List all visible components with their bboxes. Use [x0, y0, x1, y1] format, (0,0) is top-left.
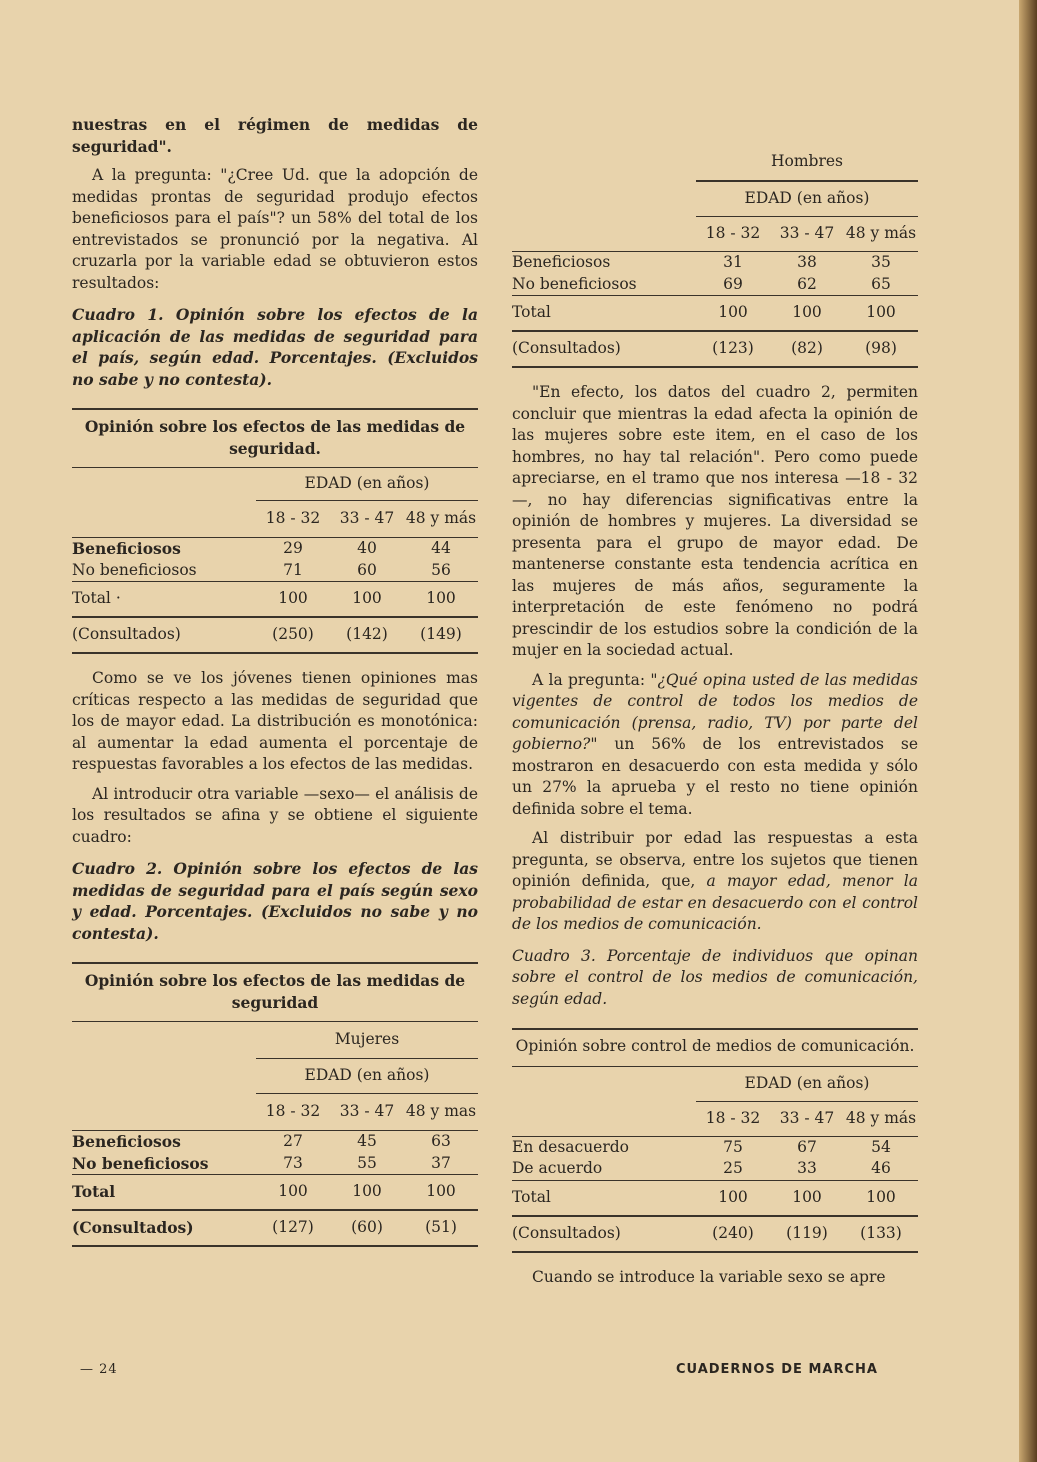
table-1 [72, 408, 478, 654]
paragraph: "En efecto, los datos del cuadro 2, permiten concluir que mientras la edad afecta la opinión de las mujeres sobre este item, en el caso de los hombres, no hay tal relación". Pero como puede apreciarse, en el tramo que nos interesa —18 - 32—, no hay diferencias significativas entre la opinión de hombres y mujeres. La diversidad se presenta para el grupo de mayor edad. De mantenerse constante esta tendencia acrítica en las mujeres de más años, seguramente la interpretación de este fenómeno no podrá prescindir de los estudios sobre la condición de la mujer en la sociedad actual. [512, 383, 918, 659]
paragraph: Como se ve los jóvenes tienen opiniones mas críticas respecto a las medidas de seguridad que los de mayor edad. La distribución es monotónica: al aumentar la edad aumenta el porcentaje de respuestas favorables a los efectos de las medidas. [72, 669, 478, 773]
col-header: 48 y más [844, 1101, 918, 1136]
edad-header: EDAD (en años) [696, 181, 918, 217]
edad-header: EDAD (en años) [744, 1073, 870, 1092]
col-header: 18 - 32 [256, 501, 330, 538]
col-header: 33 - 47 [330, 1094, 404, 1131]
paragraph: Al distribuir por edad las respuestas a esta pregunta, se observa, entre los sujetos que tienen opinión definida, que, a mayor edad, menor la probabilidad de estar en desacuerdo con el control de los medios de comunicación. [512, 829, 918, 933]
page-number: — 24 [80, 1362, 118, 1377]
table-caption: Cuadro 3. Porcentaje de individuos que opinan sobre el control de los medios de comunicación, según edad. [512, 946, 918, 1008]
col-header: 48 y más [404, 501, 478, 538]
consult-row: (Consultados) (127) (60) (51) [72, 1210, 478, 1246]
consult-row: (Consultados) (240) (119) (133) [512, 1216, 918, 1252]
consult-row: (Consultados) (250) (142) (149) [72, 617, 478, 653]
edad-header: EDAD (en años) [304, 474, 430, 493]
paragraph: Cuando se introduce la variable sexo se apre [532, 1267, 886, 1286]
table-row: Beneficiosos 29 40 44 [72, 538, 478, 560]
table-title: Opinión sobre los efectos de las medidas de seguridad. [84, 417, 466, 458]
consult-row: (Consultados) (123) (82) (98) [512, 331, 918, 367]
journal-name: CUADERNOS DE MARCHA [676, 1362, 878, 1377]
col-header: 48 y mas [404, 1094, 478, 1131]
table-title: Opinión sobre control de medios de comunicación. [515, 1037, 915, 1055]
col-header: 33 - 47 [330, 501, 404, 538]
paragraph: A la pregunta: "¿Cree Ud. que la adopción de medidas prontas de seguridad produjo efectos beneficiosos para el país"? un 58% del total de los entrevistados se pronunció por la negativa. Al cruzarla por la variable edad se obtuvieron estos resultados: [72, 166, 478, 292]
table-row: No beneficiosos 69 62 65 [512, 274, 891, 293]
table-row: En desacuerdo 75 67 54 [512, 1136, 918, 1158]
page-edge-shadow [1019, 0, 1037, 1462]
table-row: No beneficiosos 71 60 56 [72, 560, 451, 579]
table-2-hombres-full [512, 144, 918, 368]
table-2-mujeres [72, 962, 478, 1247]
col-header: 33 - 47 [770, 217, 844, 252]
table-row: De acuerdo 25 33 46 [512, 1159, 891, 1177]
total-row: Total 100 100 100 [512, 296, 918, 332]
table-row: No beneficiosos 73 55 37 [72, 1153, 451, 1173]
left-column [72, 114, 478, 1261]
table-title: Opinión sobre los efectos de las medidas de seguridad [84, 971, 466, 1012]
total-row: Total 100 100 100 [512, 1180, 918, 1216]
table-3 [512, 1028, 918, 1253]
table-row: Beneficiosos 27 45 63 [72, 1131, 478, 1153]
col-header: 18 - 32 [696, 217, 770, 252]
col-header: 18 - 32 [696, 1101, 770, 1136]
paragraph: Al introducir otra variable —sexo— el análisis de los resultados se afina y se obtiene el siguiente cuadro: [72, 784, 478, 846]
paragraph: nuestras en el régimen de medidas de seguridad". [72, 115, 478, 156]
col-header: 18 - 32 [256, 1094, 330, 1131]
table-row: Beneficiosos 31 38 35 [512, 252, 918, 274]
col-header: 33 - 47 [770, 1101, 844, 1136]
edad-header: EDAD (en años) [256, 1059, 478, 1094]
table-caption: Cuadro 1. Opinión sobre los efectos de la aplicación de las medidas de seguridad para el país, según edad. Porcentajes. (Excluidos no sabe y no contesta). [72, 305, 478, 389]
total-row: Total 100 100 100 [72, 1175, 478, 1211]
paragraph: A la pregunta: "¿Qué opina usted de las medidas vigentes de control de todos los medios de comunicación (prensa, radio, TV) por parte del gobierno?" un 56% de los entrevistados se mostraron en desacuerdo con esta medida y sólo un 27% la aprueba y el resto no tiene opinión definida sobre el tema. [512, 670, 919, 818]
total-row: Total · 100 100 100 [72, 582, 478, 618]
group-header: Mujeres [334, 1030, 400, 1049]
group-header: Hombres [770, 152, 843, 171]
col-header: 48 y más [844, 217, 918, 252]
right-column [512, 130, 918, 1296]
table-caption: Cuadro 2. Opinión sobre los efectos de las medidas de seguridad para el país según sexo y edad. Porcentajes. (Excluidos no sabe y no contesta). [72, 859, 478, 943]
